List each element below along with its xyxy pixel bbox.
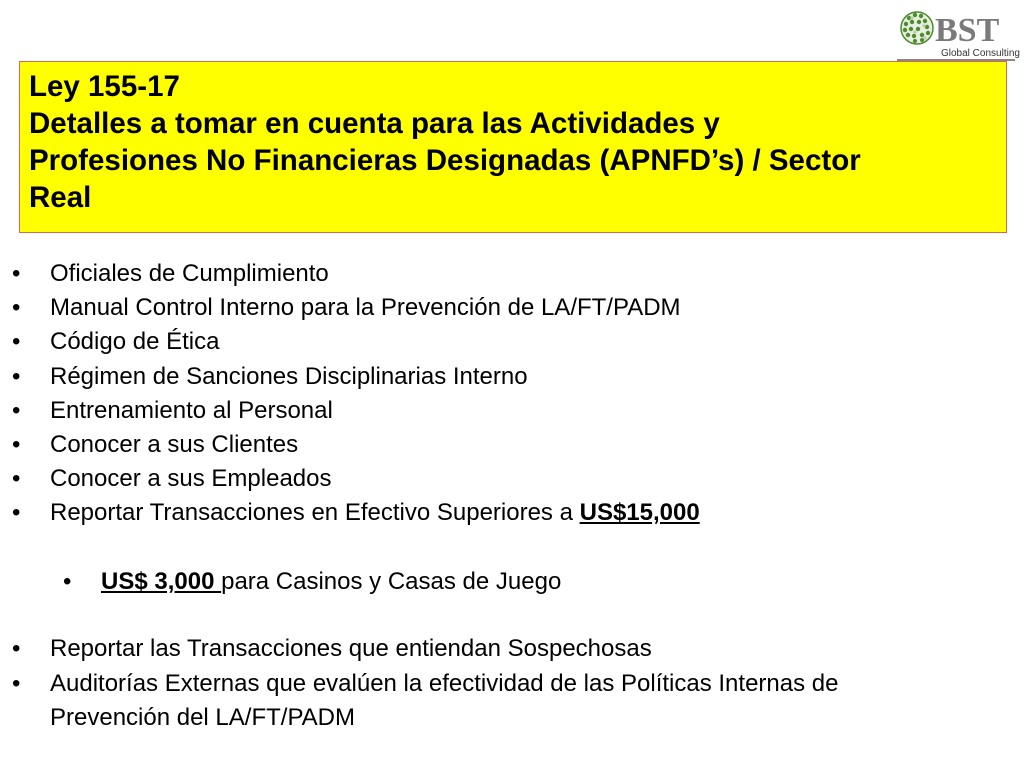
list-item-audit [12,670,839,698]
list-item-text: Manual Control Interno para la Prevención de LA/FT/PADM [50,294,681,321]
casino-amount: US$ 3,000 [101,568,222,595]
bullet-icon: • [12,260,21,287]
logo-tagline: Global Consulting [941,48,1020,59]
list-item-audit-continuation [50,704,355,732]
list-item-text: Régimen de Sanciones Disciplinarias Interno [50,363,528,390]
title-line-4: Real [29,181,92,214]
audit-text-line-1: Auditorías Externas que evalúen la efectividad de las Políticas Internas de [50,670,839,697]
bullet-icon: • [12,499,21,526]
bullet-icon: • [12,635,21,662]
bullet-icon: • [12,363,21,390]
sub-list-item-casinos [63,568,562,596]
list-item [12,465,332,493]
list-item-text: Conocer a sus Empleados [50,465,332,492]
title-line-1: Ley 155-17 [29,70,180,103]
list-item-text: Reportar las Transacciones que entiendan Sospechosas [50,635,652,662]
list-item-text: Código de Ética [50,328,220,355]
bullet-icon: • [12,431,21,458]
bullet-icon: • [12,465,21,492]
list-item [12,294,681,322]
title-line-3: Profesiones No Financieras Designadas (APNFD’s) / Sector [29,144,861,177]
logo-brand-text: BST [935,12,1000,49]
list-item-text: Oficiales de Cumplimiento [50,260,329,287]
bullet-icon: • [12,397,21,424]
list-item [12,260,329,288]
list-item [12,328,220,356]
cash-report-amount: US$15,000 [579,499,700,526]
list-item [12,635,652,663]
casino-text: para Casinos y Casas de Juego [221,568,562,595]
bullet-icon: • [12,328,21,355]
list-item-text: Conocer a sus Clientes [50,431,299,458]
bullet-icon: • [12,294,21,321]
audit-text-line-2: Prevención del LA/FT/PADM [50,704,356,731]
title-line-2: Detalles a tomar en cuenta para las Actividades y [29,107,720,140]
list-item-text: Entrenamiento al Personal [50,397,333,424]
list-item [12,363,528,391]
list-item [12,431,299,459]
list-item-cash-report [12,499,700,527]
bullet-icon: • [12,670,21,697]
list-item [12,397,333,425]
cash-report-text: Reportar Transacciones en Efectivo Superiores a [50,499,580,526]
bullet-icon: • [63,568,72,595]
